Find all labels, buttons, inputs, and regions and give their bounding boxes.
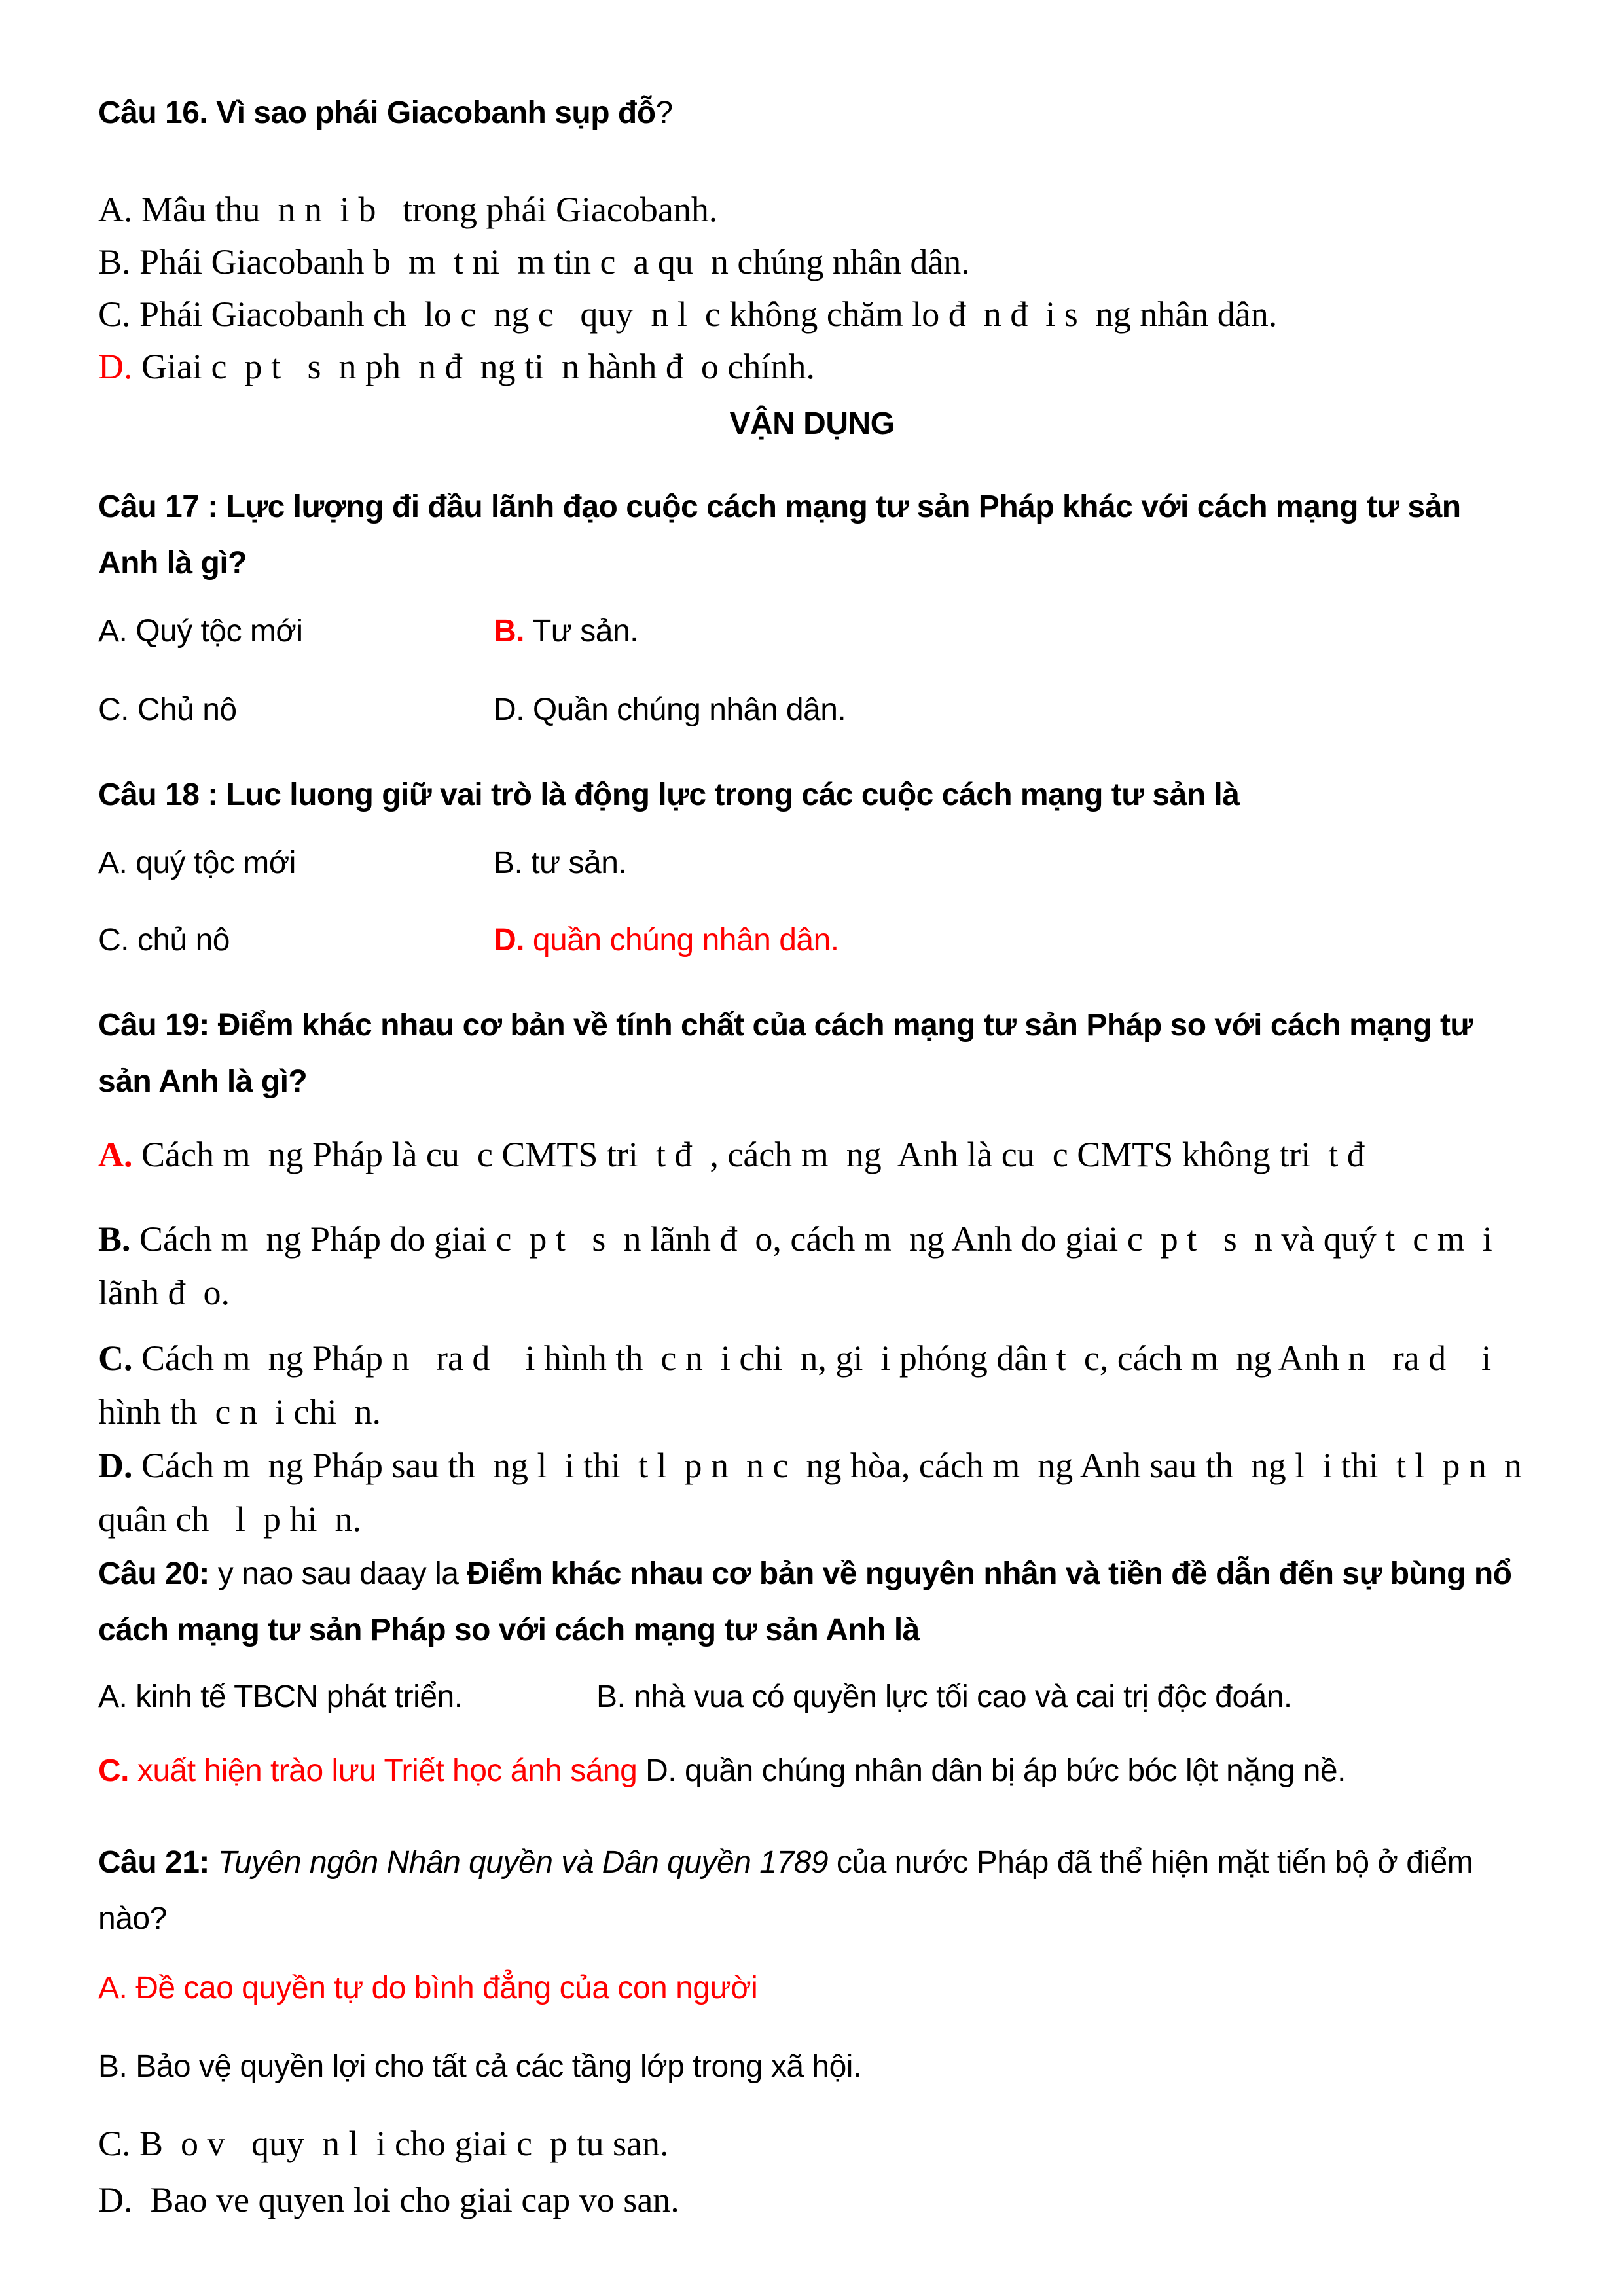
question-21-title-plain: của nước Pháp đã thể hiện mặt tiến bộ ở điểm nào?: [98, 1845, 1482, 1936]
question-20-option-b: B. nhà vua có quyền lực tối cao và cai trị độc đoán.: [596, 1679, 1292, 1714]
question-17-option-b-label: B.: [494, 614, 524, 649]
question-19-option-d-label: D.: [98, 1446, 133, 1485]
question-16-option-d: [98, 348, 1526, 386]
question-20-title: [98, 1546, 1526, 1659]
question-21-option-d-text: Bao ve quyen loi cho giai cap vo san.: [132, 2180, 679, 2219]
question-19-option-a: [98, 1134, 1526, 1175]
question-20-option-a: A. kinh tế TBCN phát triển.: [98, 1679, 463, 1714]
question-19-option-b-text: Cách m ng Pháp do giai c p t s n lãnh đ o, cách m ng Anh do giai c p t s n và quý t c m i lãnh đ o.: [98, 1219, 1502, 1312]
question-20-options-row-2: [98, 1752, 1526, 1790]
question-21-option-a: A. Đề cao quyền tự do bình đẳng của con người: [98, 1971, 758, 2005]
question-19-option-a-label: A.: [98, 1135, 133, 1174]
question-16-option-d-label: D.: [98, 347, 133, 386]
question-19-option-a-text: Cách m ng Pháp là cu c CMTS tri t đ , cách m ng Anh là cu c CMTS không tri t đ: [132, 1135, 1365, 1174]
question-18-options-row-1: [98, 844, 1526, 882]
question-21-option-c: [98, 2123, 1526, 2164]
question-16-option-b-text: Phái Giacobanh b m t ni m tin c a qu n chúng nhân dân.: [130, 242, 970, 281]
question-21-title-italic: Tuyên ngôn Nhân quyền và Dân quyền 1789: [209, 1845, 837, 1880]
question-16-option-a-text: Mâu thu n n i b trong phái Giacobanh.: [132, 190, 718, 229]
question-16-title-qmark: ?: [655, 96, 673, 130]
question-16-option-b-label: B.: [98, 242, 131, 281]
question-20-title-number: Câu 20:: [98, 1556, 209, 1591]
question-18-title: Câu 18 : Luc luong giữ vai trò là động lực trong các cuộc cách mạng tư sản là: [98, 778, 1240, 812]
question-20-option-c-text: xuất hiện trào lưu Triết học ánh sáng: [129, 1753, 646, 1788]
question-18-option-d: [494, 922, 839, 960]
question-18-option-d-label: D.: [494, 923, 524, 958]
question-19-option-b: [98, 1212, 1526, 1319]
question-18-options-row-2: [98, 922, 1526, 960]
question-20-options-row-1: [98, 1678, 1526, 1716]
question-21-option-c-label: C.: [98, 2124, 131, 2163]
question-21-title-number: Câu 21:: [98, 1845, 209, 1880]
question-16-option-c-text: Phái Giacobanh ch lo c ng c quy n l c không chăm lo đ n đ i s ng nhân dân.: [130, 295, 1278, 334]
question-21-option-d-label: D.: [98, 2180, 133, 2219]
question-17-option-b: [494, 613, 638, 651]
question-21-option-d: [98, 2179, 1526, 2221]
question-19-option-b-label: B.: [98, 1219, 131, 1259]
question-16-title: [98, 85, 1526, 141]
question-17-option-c: C. Chủ nô: [98, 692, 237, 727]
question-16-option-c-label: C.: [98, 295, 131, 334]
question-19-option-c-label: C.: [98, 1338, 133, 1378]
question-21-title: [98, 1835, 1526, 1947]
question-17-option-b-text: Tư sản.: [524, 614, 638, 649]
question-20-title-bold: Điểm khác nhau cơ bản về nguyên nhân và tiền đề dẫn đến sự bùng nổ cách mạng tư sản Pháp so với cách mạng tư sản Anh là: [98, 1556, 1521, 1647]
question-18-option-b: B. tư sản.: [494, 846, 627, 880]
question-19-option-d: [98, 1439, 1531, 1546]
question-17-options-row-1: [98, 613, 1526, 651]
section-header-van-dung: VẬN DỤNG: [729, 406, 895, 441]
question-19-option-d-text: Cách m ng Pháp sau th ng l i thi t l p n n c ng hòa, cách m ng Anh sau th ng l i thi t l p n n quân ch l p hi n.: [98, 1446, 1531, 1539]
question-17-options-row-2: [98, 691, 1526, 729]
question-17-option-d: D. Quần chúng nhân dân.: [494, 692, 846, 727]
question-16-option-b: [98, 243, 1526, 281]
question-19-option-c-text: Cách m ng Pháp n ra d i hình th c n i chi n, gi i phóng dân t c, cách m ng Anh n ra d i hình th c n i chi n.: [98, 1338, 1500, 1431]
question-21-option-b: B. Bảo vệ quyền lợi cho tất cả các tầng lớp trong xã hội.: [98, 2049, 861, 2084]
question-18-option-a: A. quý tộc mới: [98, 846, 296, 880]
question-20-title-plain: y nao sau daay la: [209, 1556, 467, 1591]
question-16-option-d-text: Giai c p t s n ph n đ ng ti n hành đ o chính.: [132, 347, 815, 386]
question-19-title: Câu 19: Điểm khác nhau cơ bản về tính chất của cách mạng tư sản Pháp so với cách mạng tư sản Anh là gì?: [98, 1008, 1481, 1099]
question-19-option-c: [98, 1331, 1526, 1439]
question-16-option-a: [98, 190, 1526, 228]
question-18-option-d-text: quần chúng nhân dân.: [524, 923, 839, 958]
question-20-option-c-label: C.: [98, 1753, 129, 1788]
question-17-title: Câu 17 : Lực lượng đi đầu lãnh đạo cuộc cách mạng tư sản Pháp khác với cách mạng tư sản Anh là gì?: [98, 490, 1468, 581]
question-16-option-a-label: A.: [98, 190, 133, 229]
question-17-option-a: A. Quý tộc mới: [98, 614, 303, 649]
question-20-option-d: D. quần chúng nhân dân bị áp bức bóc lột nặng nề.: [645, 1753, 1346, 1788]
question-18-option-c: C. chủ nô: [98, 923, 230, 958]
question-16-option-c: [98, 295, 1526, 333]
question-16-title-text: Câu 16. Vì sao phái Giacobanh sụp đỗ: [98, 96, 656, 130]
question-21-option-c-text: B o v quy n l i cho giai c p tu san.: [130, 2124, 669, 2163]
